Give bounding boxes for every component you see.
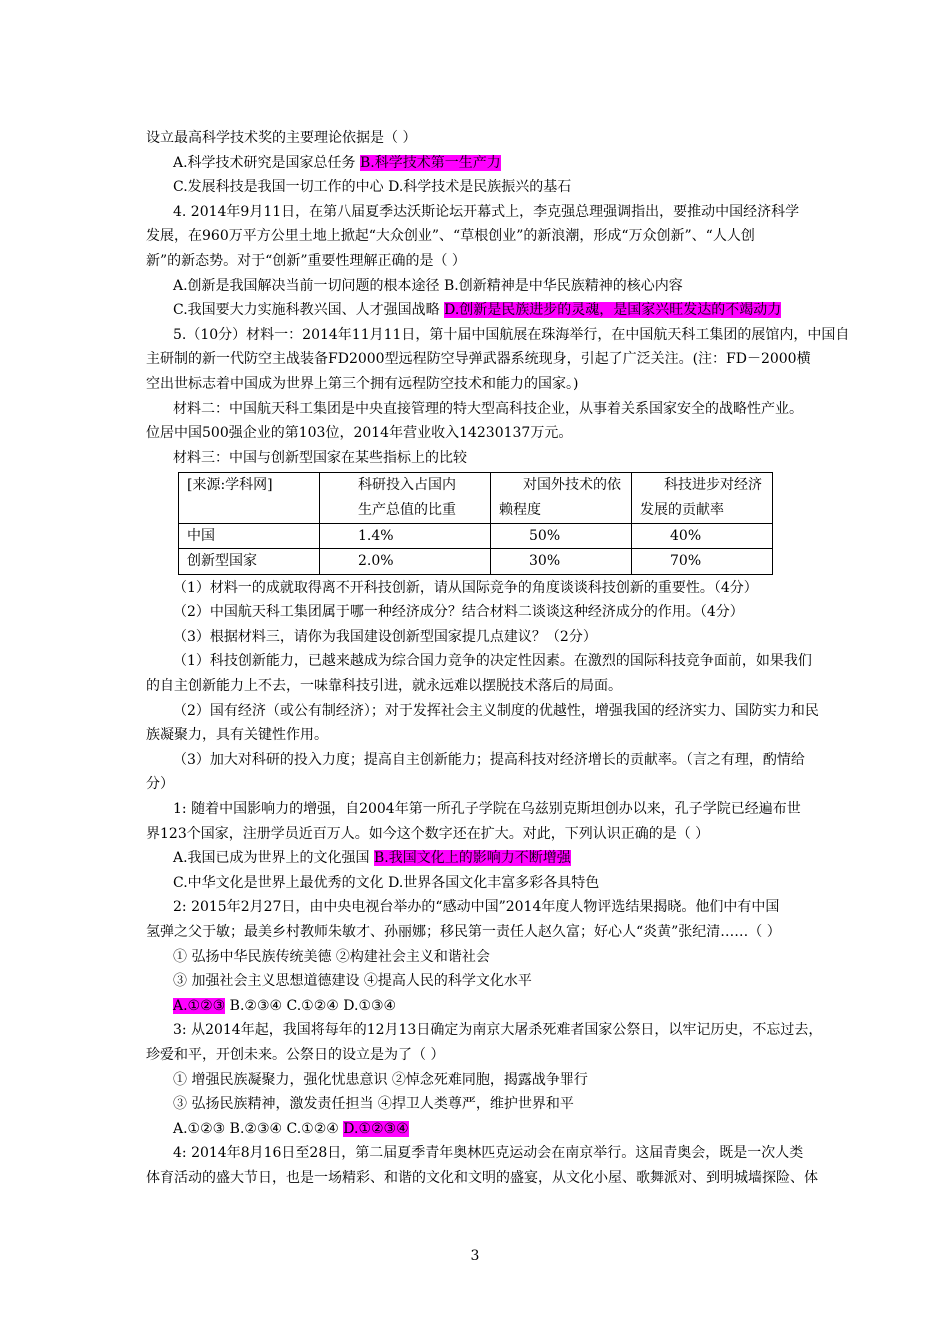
table-cell: 40% <box>632 523 773 549</box>
text-line: C.中华文化是世界上最优秀的文化 D.世界各国文化丰富多彩各具特色 <box>173 874 600 891</box>
text-line: （3）加大对科研的投入力度；提高自主创新能力；提高科技对经济增长的贡献率。（言之有理，酌情给 <box>173 751 805 768</box>
text-line: （3）根据材料三，请你为我国建设创新型国家提几点建议？（2分） <box>173 628 597 645</box>
text-line: （2）中国航天科工集团属于哪一种经济成分？结合材料二谈谈这种经济成分的作用。（4分） <box>173 604 744 621</box>
text-line: ① 弘扬中华民族传统美德 ②构建社会主义和谐社会 <box>173 948 490 965</box>
text-segment: A.①②③ B.②③④ C.①②④ <box>173 1120 344 1137</box>
text-line: 材料二：中国航天科工集团是中央直接管理的特大型高科技企业，从事着关系国家安全的战略性产业。 <box>173 400 803 417</box>
text-line <box>146 151 810 176</box>
text-line: 氢弹之父于敏；最美乡村教师朱敏才、孙丽娜；移民第一责任人赵久富；好心人“炎黄”张纪清……（ ） <box>146 924 781 940</box>
text-line: 珍爱和平，开创未来。公祭日的设立是为了（ ） <box>146 1046 445 1063</box>
text-line: ① 增强民族凝聚力，强化忧患意识 ②悼念死难同胞，揭露战争罪行 <box>173 1071 588 1088</box>
text-line: 新”的新态势。对于“创新”重要性理解正确的是（ ） <box>146 252 466 269</box>
text-line: （1）科技创新能力，已越来越成为综合国力竞争的决定性因素。在激烈的国际科技竞争面前，如果我们 <box>173 653 812 670</box>
text-block-bottom <box>146 576 823 1191</box>
text-block-top <box>146 126 850 470</box>
text-line <box>146 994 810 1019</box>
text-line: 3: 从2014年起，我国将每年的12月13日确定为南京大屠杀死难者国家公祭日，以牢记历史，不忘过去， <box>173 1022 823 1039</box>
text-line: 位居中国500强企业的第103位，2014年营业收入14230137万元。 <box>146 425 573 442</box>
table-cell: 创新型国家 <box>179 549 320 575</box>
table-cell: 2.0% <box>320 549 491 575</box>
highlighted-answer: A.①②③ <box>173 997 226 1014</box>
table-cell: 50% <box>491 523 632 549</box>
text-line <box>146 1117 810 1142</box>
text-line: A.创新是我国解决当前一切问题的根本途径 B.创新精神是中华民族精神的核心内容 <box>173 277 683 294</box>
text-line: 界123个国家，注册学员近百万人。如今这个数字还在扩大。对此，下列认识正确的是（ ） <box>146 825 710 842</box>
table-header-cell: [来源:学科网] <box>179 473 320 523</box>
text-line: ③ 弘扬民族精神，激发责任担当 ④捍卫人类尊严，维护世界和平 <box>173 1096 574 1113</box>
table-cell: 70% <box>632 549 773 575</box>
text-line: 空出世标志着中国成为世界上第三个拥有远程防空技术和能力的国家。) <box>146 375 579 392</box>
table-cell: 30% <box>491 549 632 575</box>
table-cell: 中国 <box>179 523 320 549</box>
table-row <box>179 523 773 549</box>
text-segment: C.我国要大力实施科教兴国、人才强国战略 <box>173 302 445 319</box>
text-line: 分） <box>146 776 174 793</box>
text-segment: B.②③④ C.①②④ D.①③④ <box>225 997 397 1014</box>
table-header-cell: 科研投入占国内 生产总值的比重 <box>320 473 491 523</box>
text-line: 材料三：中国与创新型国家在某些指标上的比较 <box>173 449 467 466</box>
text-line: 设立最高科学技术奖的主要理论依据是（ ） <box>146 130 417 146</box>
table-cell: 1.4% <box>320 523 491 549</box>
text-line: （1）材料一的成就取得离不开科技创新，请从国际竞争的角度谈谈科技创新的重要性。（4分） <box>173 579 758 596</box>
highlighted-answer: D.创新是民族进步的灵魂，是国家兴旺发达的不竭动力 <box>444 302 782 319</box>
page-number: 3 <box>470 1248 480 1264</box>
table-header-row <box>179 473 773 523</box>
text-line: ③ 加强社会主义思想道德建设 ④提高人民的科学文化水平 <box>173 973 532 990</box>
text-line <box>146 846 810 871</box>
text-line: 1: 随着中国影响力的增强，自2004年第一所孔子学院在乌兹别克斯坦创办以来，孔子学院已经遍布世 <box>173 801 801 818</box>
highlighted-answer: B.我国文化上的影响力不断增强 <box>374 850 571 867</box>
text-line: 4: 2014年8月16日至28日，第二届夏季青年奥林匹克运动会在南京举行。这届青奥会，既是一次人类 <box>173 1145 804 1162</box>
text-line <box>146 298 810 323</box>
comparison-table <box>178 472 773 574</box>
document-body <box>146 126 850 1191</box>
text-line: 体育活动的盛大节日，也是一场精彩、和谐的文化和文明的盛宴，从文化小屋、歌舞派对、到明城墙探险、体 <box>146 1169 818 1186</box>
text-line: 5.（10分）材料一：2014年11月11日，第十届中国航展在珠海举行，在中国航天科工集团的展馆内，中国自 <box>173 326 850 343</box>
highlighted-answer: D.①②③④ <box>343 1120 409 1137</box>
text-line: 的自主创新能力上不去，一味靠科技引进，就永远难以摆脱技术落后的局面。 <box>146 678 622 695</box>
table-header-cell: 科技进步对经济 发展的贡献率 <box>632 473 773 523</box>
text-line: 主研制的新一代防空主战装备FD2000型远程防空导弹武器系统现身，引起了广泛关注。(注：FD－2000横 <box>146 351 811 368</box>
table-header-cell: 对国外技术的依 赖程度 <box>491 473 632 523</box>
table-row <box>179 549 773 575</box>
text-line: 4. 2014年9月11日，在第八届夏季达沃斯论坛开幕式上，李克强总理强调指出，要推动中国经济科学 <box>173 203 800 220</box>
text-line: 发展，在960万平方公里土地上掀起“大众创业”、“草根创业”的新浪潮，形成“万众创新”、“人人创 <box>146 228 755 245</box>
text-line: （2）国有经济（或公有制经济）；对于发挥社会主义制度的优越性，增强我国的经济实力、国防实力和民 <box>173 702 819 719</box>
text-line: 族凝聚力，具有关键性作用。 <box>146 727 328 744</box>
text-segment: A.科学技术研究是国家总任务 <box>173 154 361 171</box>
text-line: C.发展科技是我国一切工作的中心 D.科学技术是民族振兴的基石 <box>173 179 572 196</box>
highlighted-answer: B.科学技术第一生产力 <box>360 154 501 171</box>
text-segment: A.我国已成为世界上的文化强国 <box>173 850 375 867</box>
text-line: 2: 2015年2月27日，由中央电视台举办的“感动中国”2014年度人物评选结果揭晓。他们中有中国 <box>173 899 780 916</box>
